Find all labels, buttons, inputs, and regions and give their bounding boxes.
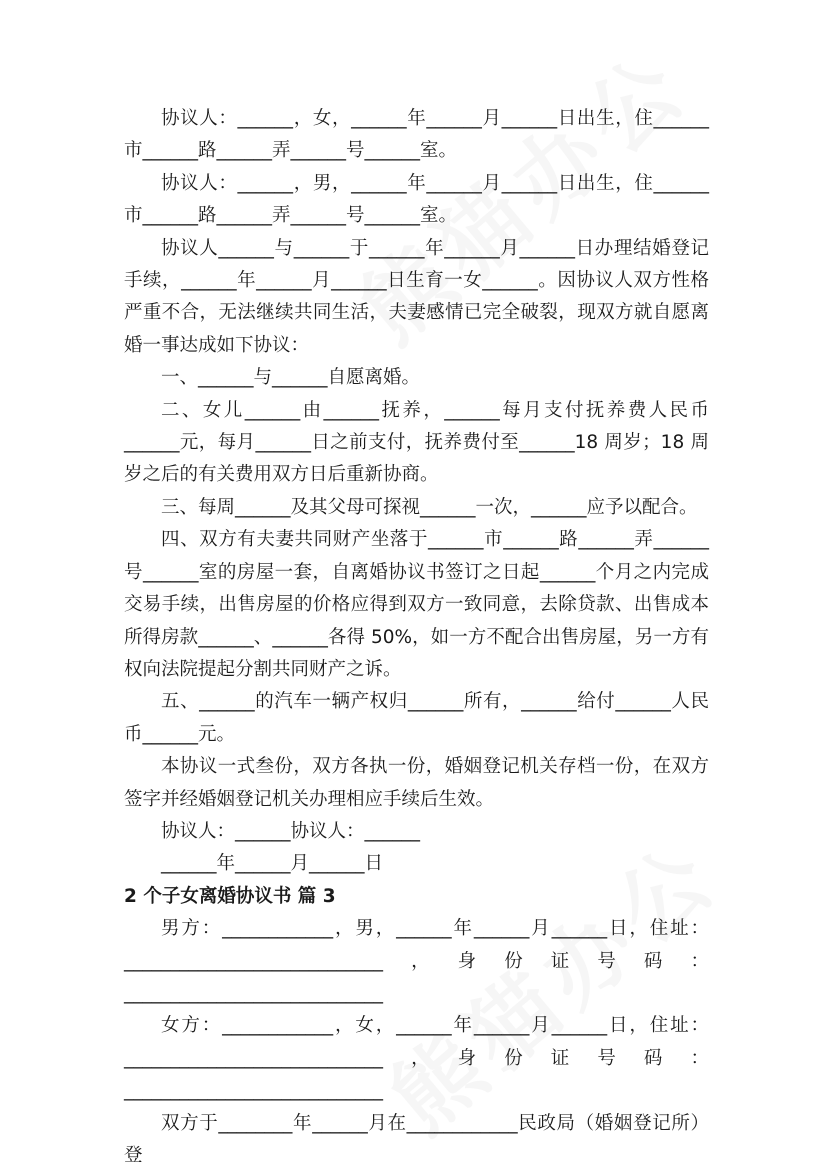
paragraph: 三、每周______及其父母可探视______一次，______应予以配合。 xyxy=(161,496,698,518)
document-body xyxy=(124,103,709,1172)
paragraph: 男方：____________，男，______年______月______日，住址：____________________________，身份证号码：____________________________ xyxy=(124,918,709,1004)
paragraph: 协议人：______，女，______年______月______日出生，住______市______路______弄______号______室。 xyxy=(124,108,709,162)
date-line: ______年______月______日 xyxy=(161,853,384,875)
paragraph: 二、女儿______由______抚养，______每月支付抚养费人民币______元，每月______日之前支付，抚养费付至______18 周岁；18 周岁之后的有关费用双方日后重新协商。 xyxy=(124,399,709,486)
paragraph: 四、双方有夫妻共同财产坐落于______市______路______弄______号______室的房屋一套，自离婚协议书签订之日起______个月之内完成交易手续，出售房屋的价格应得到双方一致同意，去除贷款、出售成本所得房款______、______各得 50%，如一方不配合出售房屋，另一方有权向法院提起分割共同财产之诉。 xyxy=(124,529,709,680)
signature-line: 协议人：______协议人：______ xyxy=(161,820,421,842)
paragraph: 双方于________年______月在____________民政局（婚姻登记所）登 xyxy=(124,1112,709,1166)
paragraph: 一、______与______自愿离婚。 xyxy=(161,367,421,389)
paragraph: 协议人：______，男，______年______月______日出生，住______市______路______弄______号______室。 xyxy=(124,172,709,227)
paragraph: 女方：____________，女，______年______月______日，住址：____________________________，身份证号码：____________________________ xyxy=(124,1015,709,1102)
section-heading: 2 个子女离婚协议书 篇 3 xyxy=(124,885,336,907)
paragraph: 本协议一式叁份，双方各执一份，婚姻登记机关存档一份，在双方签字并经婚姻登记机关办理相应手续后生效。 xyxy=(124,756,709,810)
paragraph: 五、______的汽车一辆产权归______所有，______给付______人民币______元。 xyxy=(124,691,709,745)
paragraph: 协议人______与______于______年______月______日办理结婚登记手续，______年______月______日生育一女______。因协议人双方性格严重不合，无法继续共同生活，夫妻感情已完全破裂，现双方就自愿离婚一事达成如下协议： xyxy=(124,237,709,356)
